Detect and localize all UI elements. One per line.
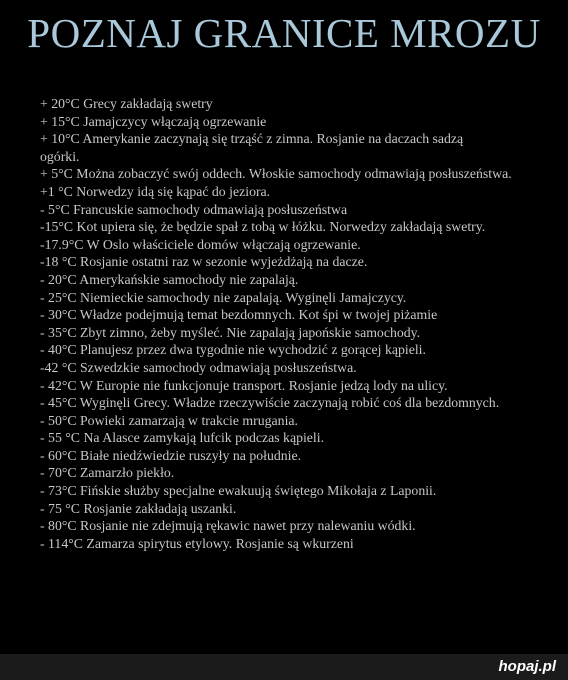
list-item: - 80°C Rosjanie nie zdejmują rękawic nawet przy nalewaniu wódki.	[40, 518, 416, 534]
list-item: - 35°C Zbyt zimno, żeby myśleć. Nie zapalają japońskie samochody.	[40, 324, 421, 340]
list-item: - 75 °C Rosjanie zakładają uszanki.	[40, 500, 237, 516]
list-item: - 60°C Białe niedźwiedzie ruszyły na południe.	[40, 447, 302, 463]
list-item: - 70°C Zamarzło piekło.	[40, 465, 175, 481]
list-item: - 50°C Powieki zamarzają w trakcie mrugania.	[40, 412, 298, 428]
list-item: - 40°C Planujesz przez dwa tygodnie nie wychodzić z gorącej kąpieli.	[40, 342, 426, 358]
list-item: - 73°C Fińskie służby specjalne ewakuują świętego Mikołaja z Laponii.	[40, 483, 437, 499]
list-item: - 42°C W Europie nie funkcjonuje transport. Rosjanie jedzą lody na ulicy.	[40, 377, 448, 393]
list-item: + 15°C Jamajczycy włączają ogrzewanie	[40, 113, 267, 129]
list-item: ogórki.	[40, 148, 80, 164]
list-item: -17.9°C W Oslo właściciele domów włączają ogrzewanie.	[40, 236, 361, 252]
list-item: -42 °C Szwedzkie samochody odmawiają posłuszeństwa.	[40, 359, 357, 375]
list-item: - 114°C Zamarza spirytus etylowy. Rosjanie są wkurzeni	[40, 535, 354, 551]
list-item: - 20°C Amerykańskie samochody nie zapalają.	[40, 271, 299, 287]
list-item: + 5°C Można zobaczyć swój oddech. Włoskie samochody odmawiają posłuszeństwa.	[40, 166, 512, 182]
list-item: -18 °C Rosjanie ostatni raz w sezonie wyjeżdżają na dacze.	[40, 254, 368, 270]
site-logo[interactable]: hopaj.pl	[498, 658, 556, 675]
list-item: - 30°C Władze podejmują temat bezdomnych. Kot śpi w twojej piżamie	[40, 307, 438, 323]
list-item: +1 °C Norwedzy idą się kąpać do jeziora.	[40, 183, 271, 199]
list-item: + 10°C Amerykanie zaczynają się trząść z zimna. Rosjanie na daczach sadzą	[40, 131, 464, 147]
list-item: -15°C Kot upiera się, że będzie spał z tobą w łóżku. Norwedzy zakładają swetry.	[40, 219, 486, 235]
footer-bar	[0, 654, 568, 680]
list-item: + 20°C Grecy zakładają swetry	[40, 96, 213, 111]
list-item: - 45°C Wyginęli Grecy. Władze rzeczywiście zaczynają robić coś dla bezdomnych.	[40, 395, 500, 411]
list-item: - 55 °C Na Alasce zamykają lufcik podczas kąpieli.	[40, 430, 325, 446]
page-title: POZNAJ GRANICE MROZU	[27, 10, 541, 56]
list-item: - 25°C Niemieckie samochody nie zapalają. Wyginęli Jamajczycy.	[40, 289, 407, 305]
temperature-list	[40, 95, 530, 552]
list-item: - 5°C Francuskie samochody odmawiają posłuszeństwa	[40, 201, 348, 217]
